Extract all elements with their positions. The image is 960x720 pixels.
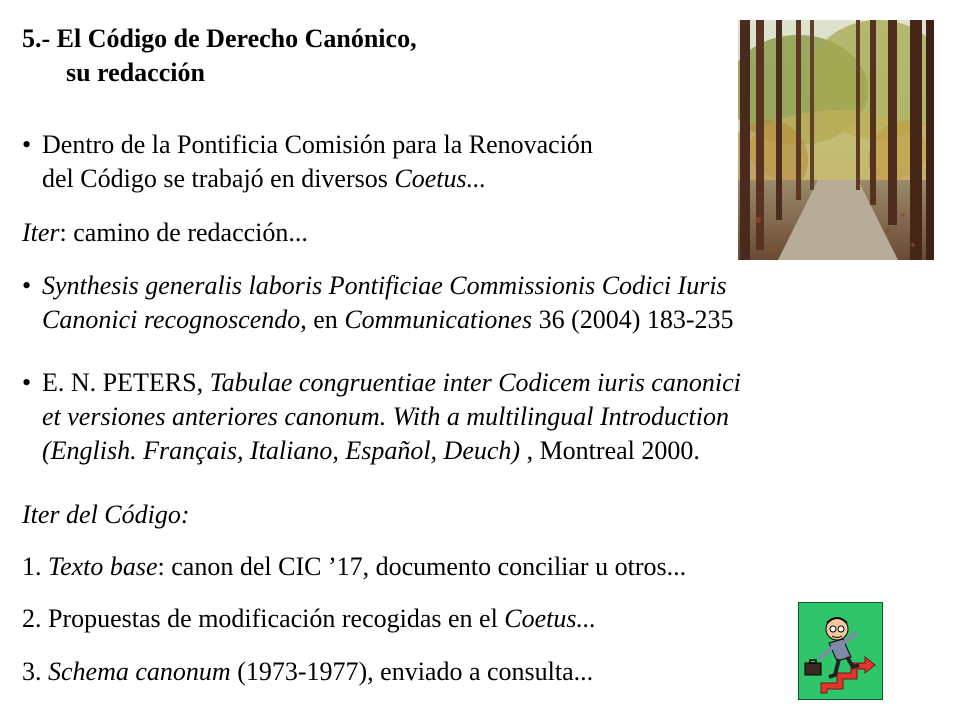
bullet2-mid: , en: [300, 305, 345, 334]
bullet3-rest: , Montreal 2000.: [520, 436, 700, 465]
step-2: [22, 602, 596, 636]
bullet3-line2: [42, 400, 741, 434]
step-3-num: 3.: [22, 657, 48, 686]
bullet-marker: •: [22, 271, 32, 300]
bullet1-coetus: Coetus...: [394, 164, 487, 193]
step-2-num: 2.: [22, 604, 48, 633]
iter-codigo-heading: [22, 498, 190, 532]
step-2-italic: Coetus...: [504, 604, 597, 633]
bullet2-line1: [42, 269, 734, 303]
bullet2-line2: [42, 303, 734, 337]
bullet3-line3: [42, 434, 741, 468]
slide-title: [22, 22, 417, 90]
step-3: [22, 655, 593, 689]
step-2-pre: Propuestas de modificación recogidas en el: [48, 604, 505, 633]
bullet1-line1: Dentro de la Pontificia Comisión para la Renovación: [42, 130, 593, 159]
bullet2-italic-2: Canonici recognoscendo: [42, 305, 301, 334]
bullet3-line1: [42, 366, 741, 400]
bullet1-line2-text: del Código se trabajó en diversos: [42, 164, 395, 193]
bullet2-communicationes: Communicationes: [344, 305, 533, 334]
bullet-comision: [22, 128, 593, 196]
step-3-rest: (1973-1977), enviado a consulta...: [230, 657, 594, 686]
bullet-peters: [22, 366, 741, 468]
bullet-marker: •: [22, 368, 32, 397]
iter-rest: : camino de redacción...: [59, 218, 308, 247]
step-1-num: 1.: [22, 552, 48, 581]
bullet-synthesis: [22, 269, 734, 337]
bullet2-italic-1: Synthesis generalis laboris Pontificiae Commissionis Codici Iuris: [42, 271, 727, 300]
iter-italic: Iter: [22, 218, 60, 247]
bullet1-line2: [42, 162, 593, 196]
forest-path-photo: [738, 20, 934, 260]
step-1-rest: : canon del CIC ’17, documento conciliar u otros...: [157, 552, 687, 581]
bullet3-italic-1: Tabulae congruentiae inter Codicem iuris canonici: [209, 368, 741, 397]
step-1: [22, 550, 686, 584]
bullet-marker: •: [22, 130, 32, 159]
iter-line: [22, 216, 308, 250]
step-3-italic: Schema canonum: [48, 657, 231, 686]
businessman-climbing-stairs-icon: [798, 602, 883, 700]
title-line-2: su redacción: [66, 58, 205, 87]
title-line-1: 5.- El Código de Derecho Canónico,: [22, 24, 417, 53]
bullet3-italic-2: et versiones anteriores canonum. With a multilingual Introduction: [42, 402, 730, 431]
bullet3-author: E. N. PETERS,: [42, 368, 210, 397]
iter-codigo-italic: Iter del Código:: [22, 500, 190, 529]
bullet3-italic-3: (English. Français, Italiano, Español, Deuch): [42, 436, 521, 465]
step-1-italic: Texto base: [48, 552, 158, 581]
bullet2-rest: 36 (2004) 183-235: [532, 305, 734, 334]
